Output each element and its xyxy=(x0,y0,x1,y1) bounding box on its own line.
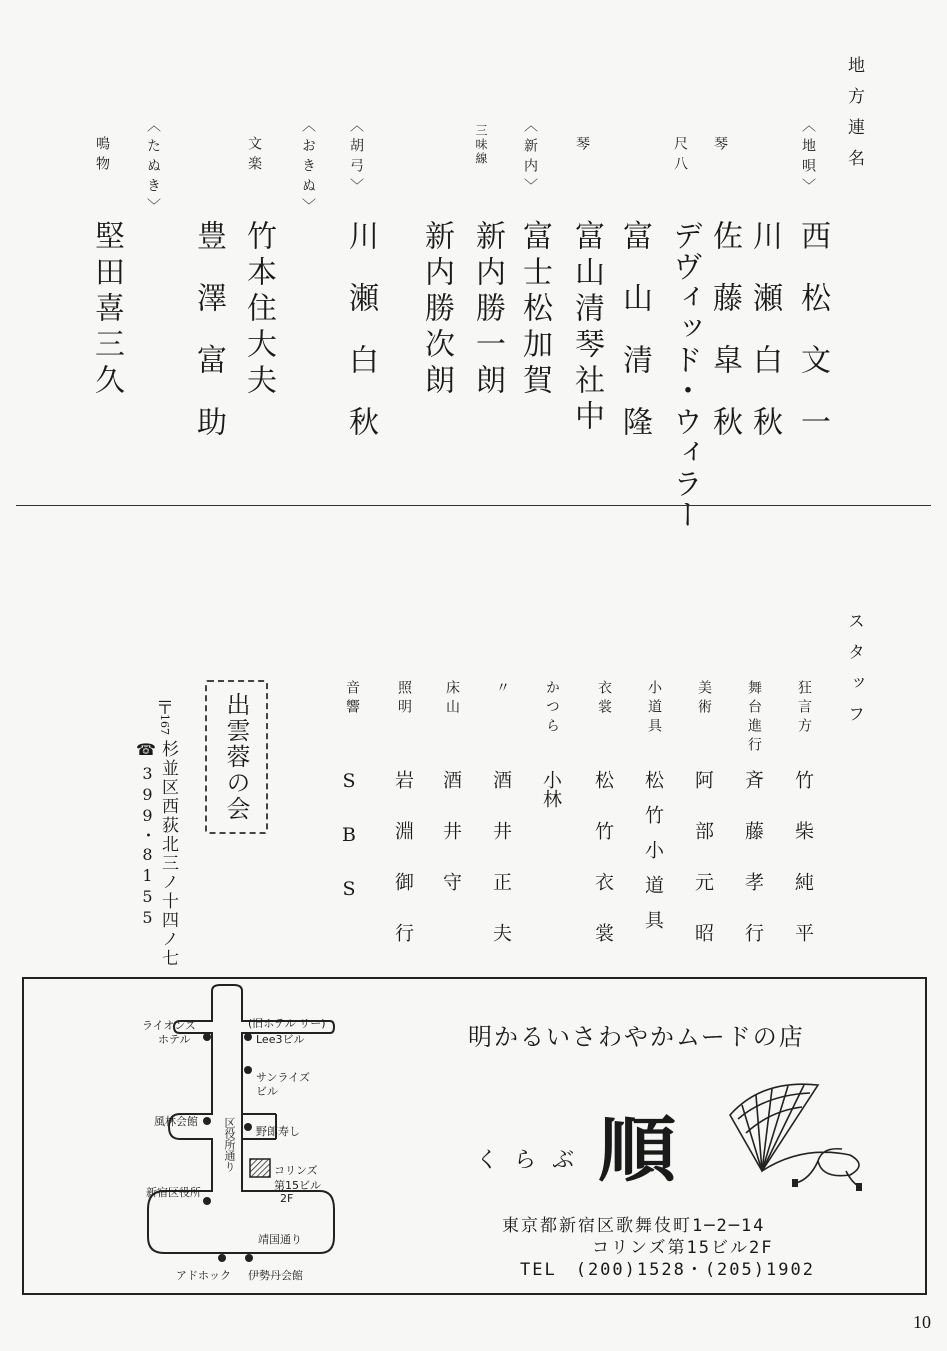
jikata-name: 川瀬白秋 xyxy=(343,220,378,468)
section-divider xyxy=(16,505,931,506)
staff-name: 竹柴純平 xyxy=(792,770,814,974)
staff-role: 〃 xyxy=(494,680,510,699)
map-label-lee2: Lee3ビル xyxy=(256,1033,305,1046)
map-marker-sunrise xyxy=(244,1066,252,1074)
map-marker-furin xyxy=(203,1117,211,1125)
map-collins-building xyxy=(250,1159,270,1177)
jikata-name: 富山清琴社中 xyxy=(569,220,604,436)
jikata-name: 西松文一 xyxy=(795,220,830,468)
staff-role: 狂言方 xyxy=(796,680,812,737)
map-label-lions1: ライオンズ xyxy=(142,1019,197,1032)
map-marker-adhoc xyxy=(218,1254,226,1262)
jikata-role: 文楽 xyxy=(246,136,262,176)
staff-role: 床山 xyxy=(444,680,460,718)
map-label-yasukuni: 靖国通り xyxy=(258,1233,302,1246)
staff-name: 小林 xyxy=(540,770,562,808)
map-marker-lee xyxy=(244,1033,252,1041)
jikata-heading: 地方連名 xyxy=(844,56,864,180)
organizer-tel: 399・8155 xyxy=(138,764,157,929)
jikata-role: 尺八 xyxy=(672,136,688,176)
staff-name: 松竹衣裳 xyxy=(592,770,614,974)
map-label-collins2: 第15ビル xyxy=(274,1179,321,1192)
advertisement xyxy=(22,977,927,1295)
jikata-role: 〈地唄〉 xyxy=(800,118,816,198)
staff-role: 舞台進行 xyxy=(746,680,762,756)
telephone-icon: ☎ xyxy=(136,740,156,759)
ad-address-line1: 東京都新宿区歌舞伎町1─2─14 xyxy=(502,1216,766,1236)
jikata-name: 川瀬白秋 xyxy=(747,220,782,468)
map-marker-isetan xyxy=(245,1254,253,1262)
jikata-role: 三味線 xyxy=(474,124,488,166)
jikata-role: 琴 xyxy=(574,136,590,156)
map-label-collins3: 2F xyxy=(280,1192,294,1205)
ad-address-line2: コリンズ第15ビル2F xyxy=(592,1238,774,1258)
jikata-role: 〈胡弓〉 xyxy=(348,118,364,198)
jikata-name: 佐藤皐秋 xyxy=(707,220,742,468)
jikata-role: 鳴物 xyxy=(94,136,110,176)
jikata-name: 富山清隆 xyxy=(617,220,652,468)
staff-name: 松竹小道具 xyxy=(642,770,664,945)
map-label-nojuro: 野郎寿し xyxy=(256,1125,300,1138)
postal-mark: 〒 xyxy=(156,698,174,719)
staff-role: 美術 xyxy=(696,680,712,718)
staff-name: SBS xyxy=(338,770,360,932)
staff-name: 岩淵御行 xyxy=(392,770,414,974)
map-marker-nojuro xyxy=(244,1123,252,1131)
map-marker-lions xyxy=(203,1033,211,1041)
postal-code: 167 xyxy=(158,714,171,735)
jikata-role: 〈たぬき〉 xyxy=(145,118,161,218)
jikata-name: 新内勝次朗 xyxy=(419,220,454,400)
jikata-role: 琴 xyxy=(712,136,728,156)
map-label-furin: 風林会館 xyxy=(154,1115,198,1128)
map-marker-shinjuku-ward xyxy=(203,1197,211,1205)
jikata-name: 堅田喜三久 xyxy=(89,220,124,400)
staff-name: 酒井守 xyxy=(440,770,462,923)
staff-role: 衣裳 xyxy=(596,680,612,718)
page-number: 10 xyxy=(913,1312,931,1332)
club-logo: 順 xyxy=(598,1109,677,1192)
organizer-address: 杉並区西荻北三ノ十四ノ七 xyxy=(158,740,178,968)
jikata-role: 〈おきぬ〉 xyxy=(300,118,316,218)
ad-tel: TEL (200)1528・(205)1902 xyxy=(520,1260,815,1280)
map-label-lee1: (旧ホテル リー) xyxy=(248,1017,326,1030)
map-label-collins1: コリンズ xyxy=(274,1164,318,1177)
staff-name: 阿部元昭 xyxy=(692,770,714,974)
jikata-name: 竹本住大夫 xyxy=(241,220,276,400)
staff-role: かつら xyxy=(544,680,560,737)
staff-name: 斉藤孝行 xyxy=(742,770,764,974)
staff-role: 小道具 xyxy=(646,680,662,737)
staff-heading: スタッフ xyxy=(844,612,864,736)
map-label-kuyakusho-dori: 区役所通り xyxy=(223,1117,236,1172)
jikata-name: デヴィッド・ウィラー xyxy=(667,220,702,530)
staff-role: 照明 xyxy=(396,680,412,718)
map-label-isetan: 伊勢丹会館 xyxy=(248,1269,303,1282)
organizer-name: 出雲蓉の会 xyxy=(205,680,268,834)
club-label: くらぶ xyxy=(476,1148,591,1173)
map-label-sunrise2: ビル xyxy=(256,1085,278,1098)
staff-name: 酒井正夫 xyxy=(490,770,512,974)
map-label-shinjuku-ward: 新宿区役所 xyxy=(146,1186,201,1199)
ad-catchphrase: 明かるいさわやかムードの店 xyxy=(468,1023,805,1051)
map-label-adhoc: アドホック xyxy=(176,1269,231,1282)
jikata-role: 〈新内〉 xyxy=(522,118,538,198)
map-label-lions2: ホテル xyxy=(158,1033,191,1046)
staff-role: 音響 xyxy=(344,680,360,718)
jikata-name: 豊澤富助 xyxy=(191,220,226,468)
jikata-name: 富士松加賀 xyxy=(517,220,552,400)
jikata-name: 新内勝一朗 xyxy=(470,220,505,400)
folding-fan-icon xyxy=(722,1075,872,1191)
map-label-sunrise1: サンライズ xyxy=(256,1071,311,1084)
